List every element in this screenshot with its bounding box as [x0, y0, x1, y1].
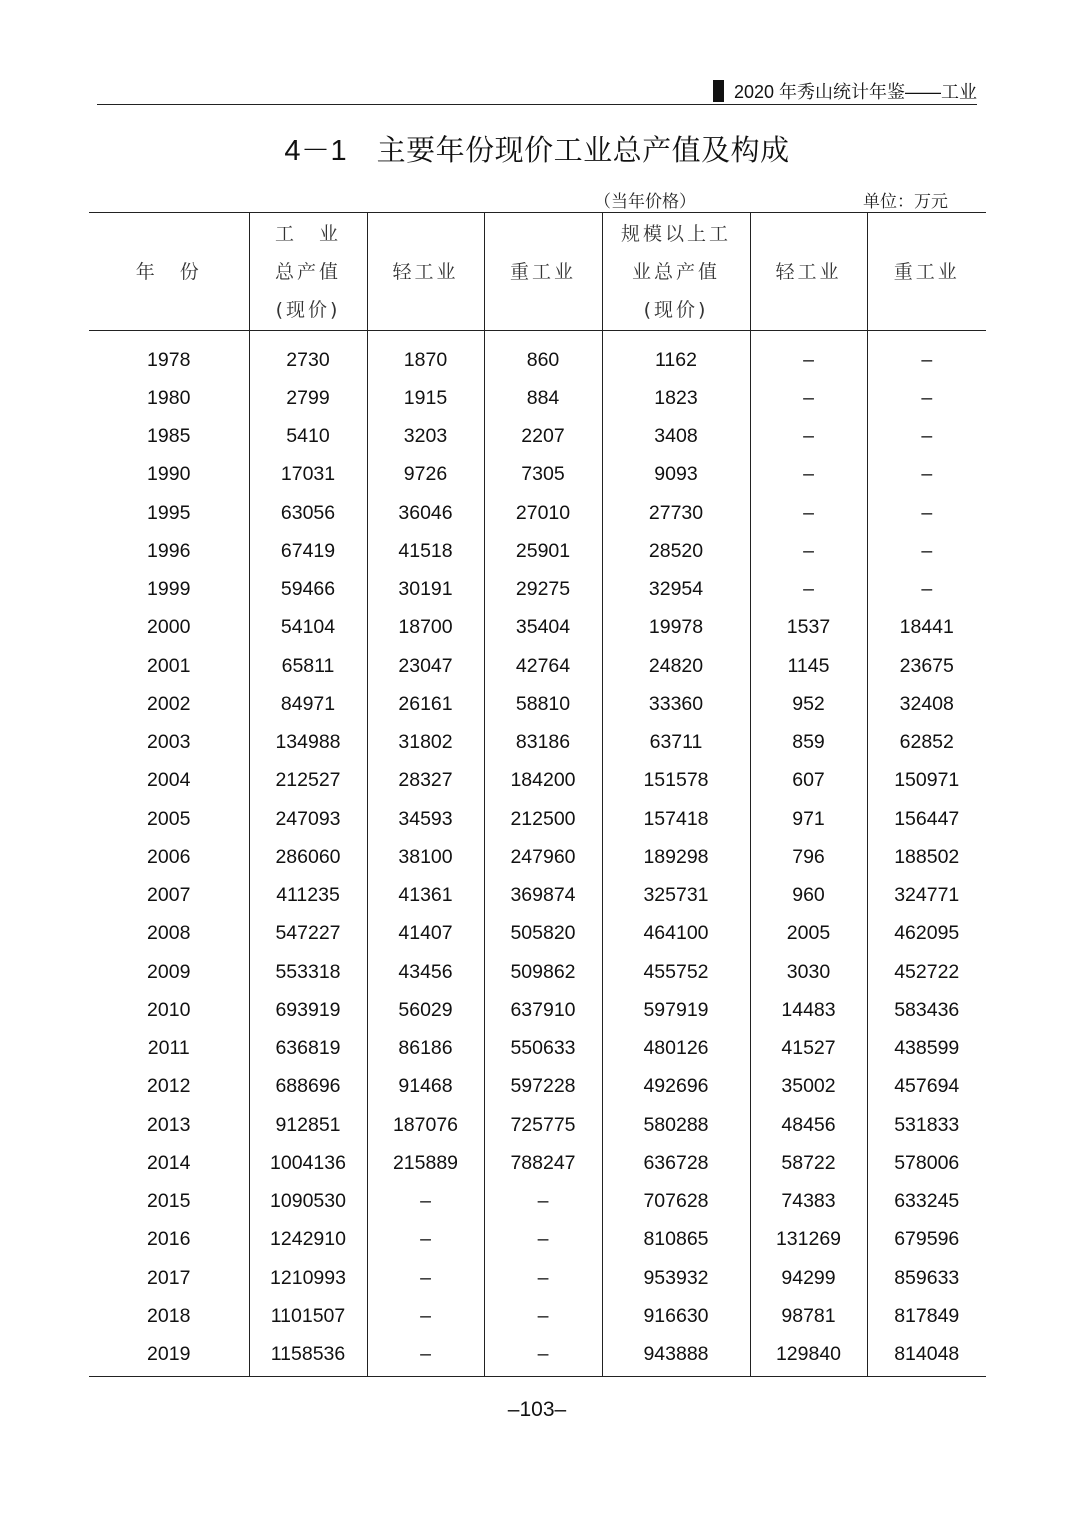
- cell-year: 2006: [147, 845, 191, 868]
- cell-total-output: 67419: [249, 532, 367, 570]
- table-row: [89, 456, 986, 494]
- table-row: [89, 991, 986, 1029]
- cell-above-scale-output: 580288: [602, 1106, 750, 1144]
- cell-above-scale-heavy: 679596: [867, 1221, 986, 1259]
- cell-heavy-industry: 509862: [484, 953, 602, 991]
- cell-total-output: 59466: [249, 571, 367, 609]
- cell-heavy-industry: 369874: [484, 877, 602, 915]
- cell-total-output: 688696: [249, 1068, 367, 1106]
- cell-above-scale-output: 943888: [602, 1336, 750, 1377]
- cell-total-output: 912851: [249, 1106, 367, 1144]
- cell-total-output: 84971: [249, 685, 367, 723]
- cell-above-scale-output: 464100: [602, 915, 750, 953]
- cell-above-scale-heavy: 462095: [867, 915, 986, 953]
- cell-above-scale-light: 94299: [750, 1259, 867, 1297]
- cell-above-scale-output: 455752: [602, 953, 750, 991]
- cell-above-scale-heavy: –: [867, 571, 986, 609]
- cell-above-scale-heavy: 814048: [867, 1336, 986, 1377]
- column-header-above-scale-output: [602, 213, 750, 331]
- cell-year: 2016: [147, 1228, 191, 1251]
- unit-note: 单位：万元: [863, 192, 948, 212]
- cell-above-scale-heavy: –: [867, 456, 986, 494]
- cell-light-industry: 91468: [367, 1068, 484, 1106]
- column-header-line: 轻工业: [775, 260, 842, 283]
- cell-above-scale-light: 14483: [750, 991, 867, 1029]
- cell-light-industry: 34593: [367, 800, 484, 838]
- cell-above-scale-output: 19978: [602, 609, 750, 647]
- cell-total-output: 1101507: [249, 1297, 367, 1335]
- cell-above-scale-light: 971: [750, 800, 867, 838]
- cell-above-scale-heavy: –: [867, 418, 986, 456]
- cell-above-scale-heavy: 62852: [867, 724, 986, 762]
- cell-year: 2005: [147, 807, 191, 830]
- cell-heavy-industry: 212500: [484, 800, 602, 838]
- cell-light-industry: 31802: [367, 724, 484, 762]
- cell-above-scale-light: 796: [750, 838, 867, 876]
- cell-above-scale-heavy: 583436: [867, 991, 986, 1029]
- cell-light-industry: 43456: [367, 953, 484, 991]
- cell-light-industry: –: [367, 1297, 484, 1335]
- column-header-line: (现价): [275, 298, 341, 321]
- cell-year: 2011: [147, 1037, 190, 1060]
- cell-above-scale-heavy: 531833: [867, 1106, 986, 1144]
- cell-year: 2004: [147, 769, 191, 792]
- cell-above-scale-heavy: 578006: [867, 1144, 986, 1182]
- table-row: [89, 532, 986, 570]
- column-header-line: (现价): [643, 298, 709, 321]
- cell-heavy-industry: 884: [484, 379, 602, 417]
- cell-above-scale-light: 3030: [750, 953, 867, 991]
- cell-above-scale-light: 2005: [750, 915, 867, 953]
- cell-above-scale-heavy: 188502: [867, 838, 986, 876]
- cell-total-output: 134988: [249, 724, 367, 762]
- cell-above-scale-output: 9093: [602, 456, 750, 494]
- cell-light-industry: –: [367, 1259, 484, 1297]
- cell-heavy-industry: 725775: [484, 1106, 602, 1144]
- cell-total-output: 1242910: [249, 1221, 367, 1259]
- cell-above-scale-heavy: 324771: [867, 877, 986, 915]
- cell-total-output: 636819: [249, 1030, 367, 1068]
- cell-light-industry: 26161: [367, 685, 484, 723]
- cell-above-scale-heavy: –: [867, 331, 986, 380]
- cell-heavy-industry: –: [484, 1297, 602, 1335]
- cell-total-output: 65811: [249, 647, 367, 685]
- cell-year: 2019: [89, 1336, 249, 1377]
- cell-heavy-industry: 35404: [484, 609, 602, 647]
- cell-year: 2000: [147, 616, 191, 639]
- cell-above-scale-output: 63711: [602, 724, 750, 762]
- cell-year: 1985: [147, 425, 191, 448]
- cell-year: 2003: [147, 731, 191, 754]
- cell-above-scale-heavy: 438599: [867, 1030, 986, 1068]
- column-header-line: 业总产值: [631, 260, 720, 283]
- column-header-line: 工 业: [274, 222, 341, 245]
- table-row: [89, 1068, 986, 1106]
- cell-above-scale-output: 492696: [602, 1068, 750, 1106]
- cell-above-scale-output: 151578: [602, 762, 750, 800]
- column-header-line: 轻工业: [392, 260, 459, 283]
- cell-above-scale-heavy: 817849: [867, 1297, 986, 1335]
- table-row: [89, 724, 986, 762]
- cell-above-scale-light: 952: [750, 685, 867, 723]
- cell-light-industry: 215889: [367, 1144, 484, 1182]
- cell-above-scale-output: 3408: [602, 418, 750, 456]
- table-row: [89, 1144, 986, 1182]
- column-header-line: 规模以上工: [620, 222, 731, 245]
- cell-above-scale-light: –: [750, 418, 867, 456]
- cell-above-scale-light: 41527: [750, 1030, 867, 1068]
- table-row: [89, 494, 986, 532]
- cell-year: 2001: [147, 654, 191, 677]
- column-header-light-industry: [367, 213, 484, 331]
- table-row: [89, 1336, 986, 1377]
- cell-above-scale-light: 98781: [750, 1297, 867, 1335]
- table-row: [89, 1297, 986, 1335]
- table-row: [89, 1221, 986, 1259]
- table-row: [89, 800, 986, 838]
- cell-above-scale-heavy: –: [867, 494, 986, 532]
- table-row: [89, 838, 986, 876]
- cell-total-output: 17031: [249, 456, 367, 494]
- cell-year: 2015: [147, 1190, 191, 1213]
- cell-heavy-industry: –: [484, 1183, 602, 1221]
- cell-above-scale-output: 28520: [602, 532, 750, 570]
- column-header-line: 年 份: [135, 260, 202, 283]
- table-row: [89, 953, 986, 991]
- header-bar-mark: [713, 80, 724, 102]
- cell-year: 2013: [147, 1113, 191, 1136]
- cell-heavy-industry: 247960: [484, 838, 602, 876]
- cell-above-scale-heavy: 452722: [867, 953, 986, 991]
- cell-above-scale-output: 1823: [602, 379, 750, 417]
- cell-light-industry: 23047: [367, 647, 484, 685]
- cell-heavy-industry: 25901: [484, 532, 602, 570]
- cell-year: 1980: [147, 386, 191, 409]
- cell-above-scale-output: 32954: [602, 571, 750, 609]
- cell-above-scale-heavy: 32408: [867, 685, 986, 723]
- table-row: [89, 1030, 986, 1068]
- price-basis-note: （当年价格）: [594, 192, 696, 212]
- cell-above-scale-light: –: [750, 331, 867, 380]
- cell-year: 2008: [147, 922, 191, 945]
- cell-light-industry: 3203: [367, 418, 484, 456]
- cell-total-output: 286060: [249, 838, 367, 876]
- cell-above-scale-light: 859: [750, 724, 867, 762]
- cell-above-scale-output: 636728: [602, 1144, 750, 1182]
- cell-year: 2002: [147, 692, 191, 715]
- cell-above-scale-output: 27730: [602, 494, 750, 532]
- cell-light-industry: 187076: [367, 1106, 484, 1144]
- cell-heavy-industry: 550633: [484, 1030, 602, 1068]
- cell-above-scale-output: 707628: [602, 1183, 750, 1221]
- cell-year: 1990: [147, 463, 191, 486]
- cell-heavy-industry: 42764: [484, 647, 602, 685]
- cell-above-scale-light: –: [750, 379, 867, 417]
- cell-light-industry: –: [367, 1221, 484, 1259]
- cell-light-industry: 56029: [367, 991, 484, 1029]
- cell-total-output: 1090530: [249, 1183, 367, 1221]
- cell-total-output: 1158536: [249, 1336, 367, 1377]
- cell-above-scale-heavy: 18441: [867, 609, 986, 647]
- cell-heavy-industry: 7305: [484, 456, 602, 494]
- cell-total-output: 247093: [249, 800, 367, 838]
- cell-total-output: 54104: [249, 609, 367, 647]
- column-header-heavy-industry: [484, 213, 602, 331]
- cell-above-scale-heavy: –: [867, 532, 986, 570]
- cell-above-scale-heavy: 633245: [867, 1183, 986, 1221]
- cell-total-output: 2730: [249, 331, 367, 380]
- cell-above-scale-output: 1162: [602, 331, 750, 380]
- running-header-content: [713, 78, 977, 104]
- table-row: [89, 571, 986, 609]
- cell-above-scale-output: 810865: [602, 1221, 750, 1259]
- cell-above-scale-output: 325731: [602, 877, 750, 915]
- cell-above-scale-light: –: [750, 456, 867, 494]
- table-row: [89, 877, 986, 915]
- cell-heavy-industry: 29275: [484, 571, 602, 609]
- cell-above-scale-light: –: [750, 532, 867, 570]
- cell-light-industry: 18700: [367, 609, 484, 647]
- cell-total-output: 5410: [249, 418, 367, 456]
- cell-total-output: 2799: [249, 379, 367, 417]
- cell-total-output: 212527: [249, 762, 367, 800]
- cell-total-output: 1210993: [249, 1259, 367, 1297]
- cell-above-scale-output: 953932: [602, 1259, 750, 1297]
- cell-light-industry: 41361: [367, 877, 484, 915]
- header-row: [89, 213, 986, 331]
- cell-year: 2014: [147, 1151, 191, 1174]
- table-row: [89, 1106, 986, 1144]
- table-row: [89, 609, 986, 647]
- cell-above-scale-heavy: 150971: [867, 762, 986, 800]
- cell-year: 2009: [147, 960, 191, 983]
- table-header: [89, 213, 986, 331]
- cell-heavy-industry: 2207: [484, 418, 602, 456]
- cell-above-scale-light: 1145: [750, 647, 867, 685]
- table-row: [89, 418, 986, 456]
- cell-year: 2010: [147, 998, 191, 1021]
- cell-heavy-industry: 83186: [484, 724, 602, 762]
- cell-above-scale-heavy: –: [867, 379, 986, 417]
- cell-heavy-industry: 184200: [484, 762, 602, 800]
- cell-above-scale-light: 607: [750, 762, 867, 800]
- cell-total-output: 693919: [249, 991, 367, 1029]
- cell-heavy-industry: –: [484, 1336, 602, 1377]
- cell-heavy-industry: 58810: [484, 685, 602, 723]
- cell-year: 1995: [147, 501, 191, 524]
- cell-light-industry: –: [367, 1183, 484, 1221]
- cell-heavy-industry: 637910: [484, 991, 602, 1029]
- cell-light-industry: 1915: [367, 379, 484, 417]
- cell-above-scale-light: 129840: [750, 1336, 867, 1377]
- cell-above-scale-output: 916630: [602, 1297, 750, 1335]
- cell-above-scale-light: 48456: [750, 1106, 867, 1144]
- cell-above-scale-light: –: [750, 571, 867, 609]
- table-body: [89, 331, 986, 1377]
- cell-year: 2012: [147, 1075, 191, 1098]
- cell-light-industry: –: [367, 1336, 484, 1377]
- cell-above-scale-output: 157418: [602, 800, 750, 838]
- cell-heavy-industry: 27010: [484, 494, 602, 532]
- column-header-above-scale-heavy: [867, 213, 986, 331]
- page-number: –103–: [507, 1398, 567, 1421]
- cell-total-output: 1004136: [249, 1144, 367, 1182]
- cell-heavy-industry: 505820: [484, 915, 602, 953]
- cell-above-scale-light: 74383: [750, 1183, 867, 1221]
- cell-above-scale-output: 33360: [602, 685, 750, 723]
- cell-above-scale-heavy: 457694: [867, 1068, 986, 1106]
- cell-year: 2018: [147, 1304, 191, 1327]
- column-header-above-scale-light: [750, 213, 867, 331]
- running-header-title: 2020 年秀山统计年鉴——工业: [733, 82, 977, 102]
- table-row: [89, 915, 986, 953]
- cell-above-scale-light: 35002: [750, 1068, 867, 1106]
- cell-light-industry: 41518: [367, 532, 484, 570]
- cell-year: 2007: [147, 884, 191, 907]
- column-header-year: [89, 213, 249, 331]
- cell-total-output: 547227: [249, 915, 367, 953]
- table-row: [89, 331, 986, 380]
- cell-above-scale-output: 24820: [602, 647, 750, 685]
- cell-above-scale-output: 597919: [602, 991, 750, 1029]
- cell-year: 2017: [147, 1266, 191, 1289]
- column-header-line: 重工业: [509, 260, 576, 283]
- cell-year: 1999: [147, 578, 191, 601]
- cell-above-scale-heavy: 859633: [867, 1259, 986, 1297]
- column-header-total-output: [249, 213, 367, 331]
- cell-light-industry: 41407: [367, 915, 484, 953]
- table-row: [89, 379, 986, 417]
- cell-above-scale-light: 131269: [750, 1221, 867, 1259]
- table-title: 4－1 主要年份现价工业总产值及构成: [284, 135, 790, 167]
- column-header-line: 重工业: [893, 260, 960, 283]
- cell-heavy-industry: 860: [484, 331, 602, 380]
- table-row: [89, 685, 986, 723]
- cell-total-output: 553318: [249, 953, 367, 991]
- cell-above-scale-light: 960: [750, 877, 867, 915]
- table-row: [89, 1183, 986, 1221]
- cell-above-scale-output: 189298: [602, 838, 750, 876]
- cell-above-scale-light: –: [750, 494, 867, 532]
- cell-above-scale-output: 480126: [602, 1030, 750, 1068]
- cell-heavy-industry: –: [484, 1221, 602, 1259]
- cell-heavy-industry: 597228: [484, 1068, 602, 1106]
- cell-total-output: 63056: [249, 494, 367, 532]
- cell-above-scale-heavy: 23675: [867, 647, 986, 685]
- cell-year: 1978: [147, 348, 191, 371]
- cell-light-industry: 1870: [367, 331, 484, 380]
- cell-above-scale-light: 1537: [750, 609, 867, 647]
- table-row: [89, 762, 986, 800]
- cell-above-scale-light: 58722: [750, 1144, 867, 1182]
- cell-light-industry: 36046: [367, 494, 484, 532]
- column-header-line: 总产值: [274, 260, 341, 283]
- running-header: [97, 74, 977, 105]
- cell-light-industry: 38100: [367, 838, 484, 876]
- cell-above-scale-heavy: 156447: [867, 800, 986, 838]
- cell-light-industry: 9726: [367, 456, 484, 494]
- cell-light-industry: 28327: [367, 762, 484, 800]
- cell-heavy-industry: 788247: [484, 1144, 602, 1182]
- table-row: [89, 647, 986, 685]
- table-row: [89, 1259, 986, 1297]
- cell-heavy-industry: –: [484, 1259, 602, 1297]
- industrial-output-table: [89, 212, 986, 1377]
- cell-light-industry: 30191: [367, 571, 484, 609]
- cell-year: 1996: [147, 539, 191, 562]
- cell-light-industry: 86186: [367, 1030, 484, 1068]
- cell-total-output: 411235: [249, 877, 367, 915]
